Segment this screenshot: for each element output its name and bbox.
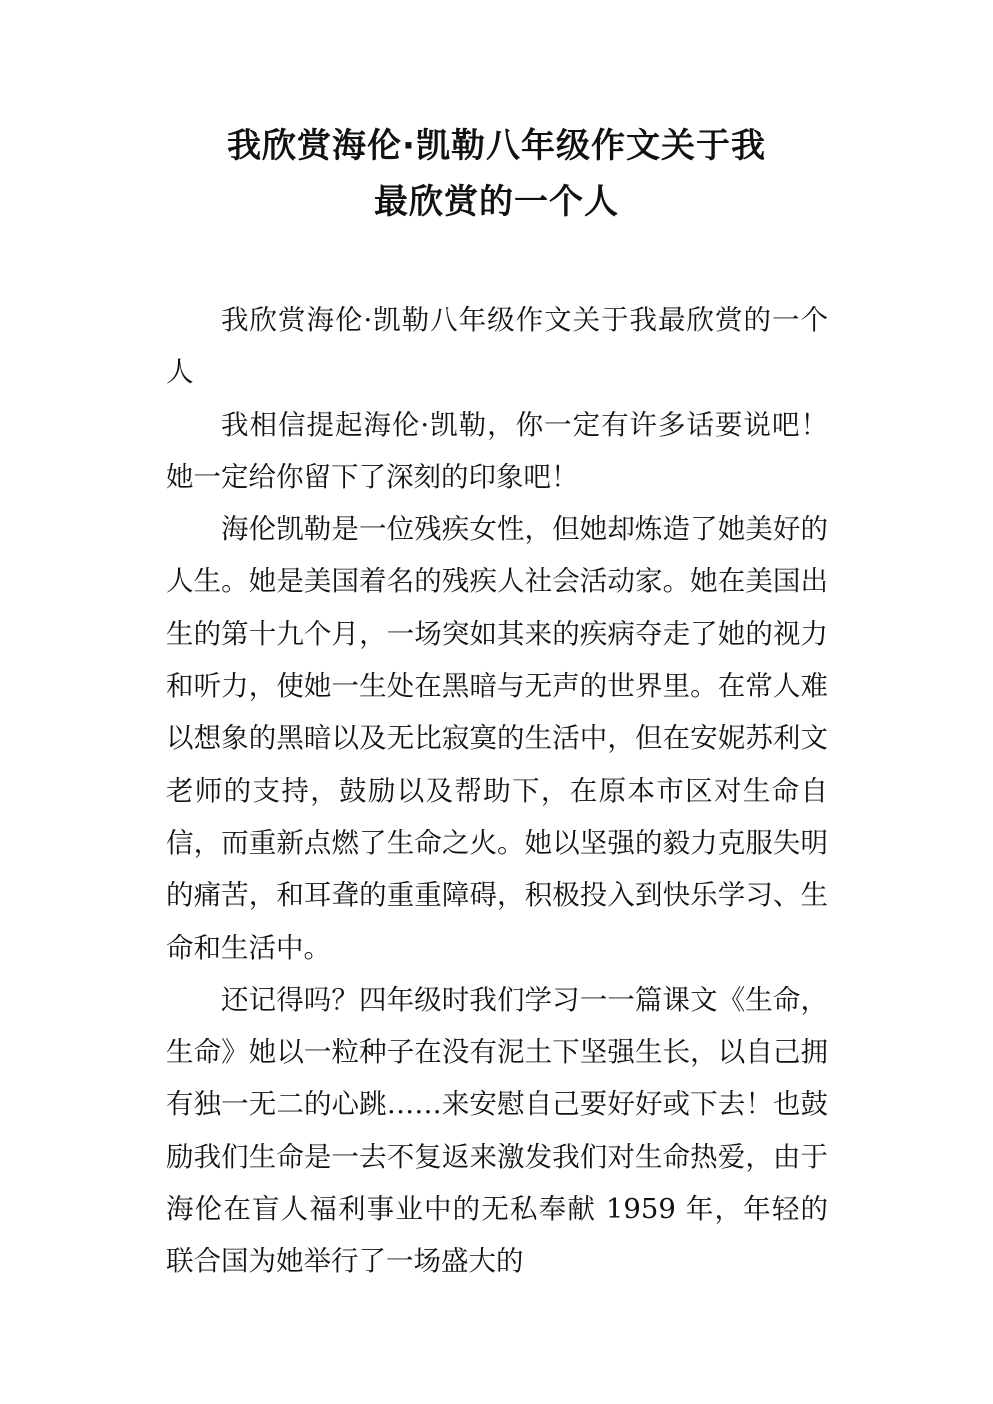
paragraph-3: 海伦凯勒是一位残疾女性，但她却炼造了她美好的人生。她是美国着名的残疾人社会活动家。她在美国出生的第十九个月，一场突如其来的疾病夺走了她的视力和听力，使她一生处在黑暗与无声的世界里。在常人难以想象的黑暗以及无比寂寞的生活中，但在安妮苏利文老师的支持，鼓励以及帮助下，在原本市区对生命自信，而重新点燃了生命之火。她以坚强的毅力克服失明的痛苦，和耳聋的重重障碍，积极投入到快乐学习、生命和生活中。: [166, 513, 828, 964]
title-line-2: 最欣赏的一个人: [374, 182, 619, 222]
title-line-1: 我欣赏海伦·凯勒八年级作文关于我: [227, 126, 766, 166]
paragraph-4: 还记得吗？四年级时我们学习一一篇课文《生命，生命》她以一粒种子在没有泥土下坚强生长，以自己拥有独一无二的心跳……来安慰自己要好好或下去！也鼓励我们生命是一去不复返来激发我们对生命热爱，由于海伦在盲人福利事业中的无私奉献 1959 年，年轻的联合国为她举行了一场盛大的: [166, 983, 828, 1278]
paragraph-1: 我欣赏海伦·凯勒八年级作文关于我最欣赏的一个人: [166, 304, 828, 389]
document-body: [166, 294, 828, 1288]
document-title: [160, 118, 833, 230]
paragraph-2: 我相信提起海伦·凯勒，你一定有许多话要说吧！她一定给你留下了深刻的印象吧！: [166, 408, 828, 493]
